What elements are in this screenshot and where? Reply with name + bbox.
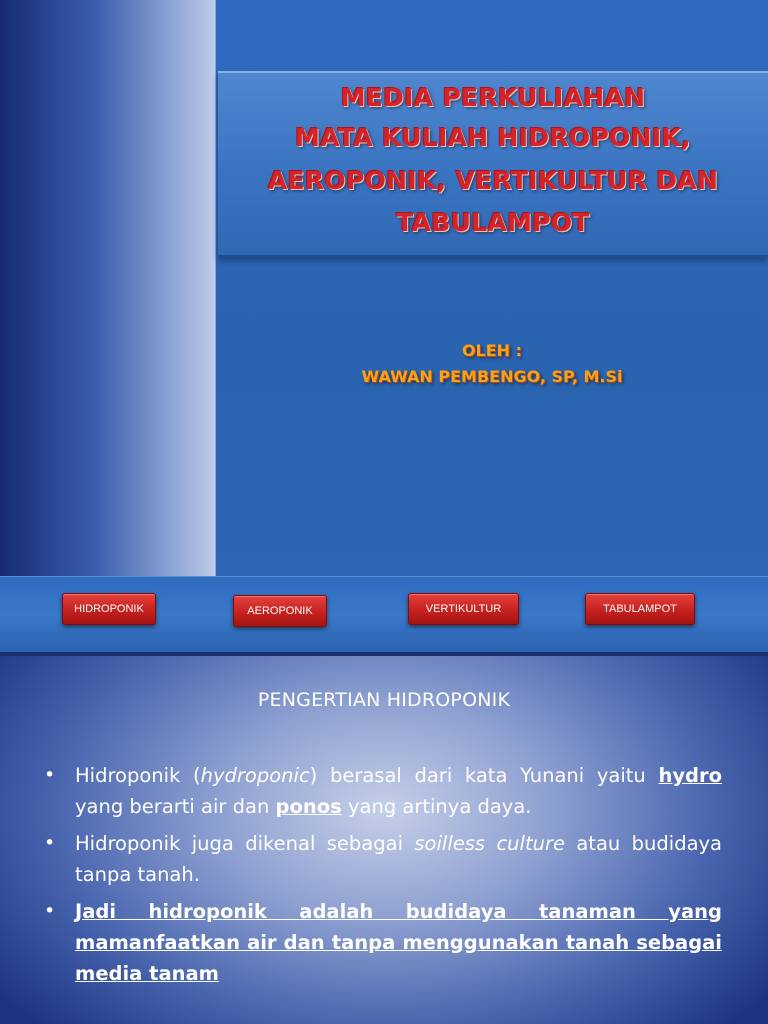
italic-term: soilless culture — [414, 832, 565, 855]
text-segment: yang berarti air dan — [75, 795, 276, 818]
definition-slide — [0, 656, 768, 1024]
bullet-item-3 — [44, 896, 722, 989]
bullet-marker: • — [44, 900, 56, 922]
bullet-text — [75, 760, 722, 822]
bullet-list — [44, 760, 722, 995]
tabulampot-button[interactable]: TABULAMPOT — [585, 593, 695, 625]
slide-title: PENGERTIAN HIDROPONIK — [257, 689, 511, 711]
author-name: WAWAN PEMBENGO, SP, M.Si — [361, 367, 623, 386]
bullet-text — [75, 896, 722, 989]
hidroponik-button[interactable]: HIDROPONIK — [62, 593, 156, 625]
bullet-marker: • — [44, 764, 56, 786]
text-segment: ) berasal dari kata Yunani yaitu — [309, 764, 659, 787]
aeroponik-button[interactable]: AEROPONIK — [233, 595, 327, 627]
italic-term: hydroponic — [200, 764, 310, 787]
oleh-label: OLEH : — [461, 341, 523, 360]
text-segment: Hidroponik juga dikenal sebagai — [75, 832, 415, 855]
navigation-bar — [0, 576, 768, 652]
title-line-2: MATA KULIAH HIDROPONIK, — [295, 123, 691, 152]
bullet-item-1 — [44, 760, 722, 822]
text-segment: yang artinya daya. — [341, 795, 532, 818]
text-segment: atau budidaya tanpa tanah. — [75, 832, 723, 886]
bullet-marker: • — [44, 832, 56, 854]
keyword-hydro: hydro — [658, 764, 723, 787]
title-box — [218, 71, 768, 257]
title-line-1: MEDIA PERKULIAHAN — [340, 83, 646, 112]
bullet-text — [75, 828, 722, 890]
text-segment: Hidroponik ( — [75, 764, 201, 787]
vertikultur-button[interactable]: VERTIKULTUR — [408, 593, 519, 625]
title-line-4: TABULAMPOT — [396, 208, 590, 237]
keyword-ponos: ponos — [275, 795, 342, 818]
title-line-3: AEROPONIK, VERTIKULTUR DAN — [267, 166, 719, 195]
conclusion-text: Jadi hidroponik adalah budidaya tanaman yang mamanfaatkan air dan tanpa menggunakan tanah sebagai media tanam — [75, 900, 722, 985]
left-gradient-panel — [0, 0, 216, 576]
bullet-item-2 — [44, 828, 722, 890]
